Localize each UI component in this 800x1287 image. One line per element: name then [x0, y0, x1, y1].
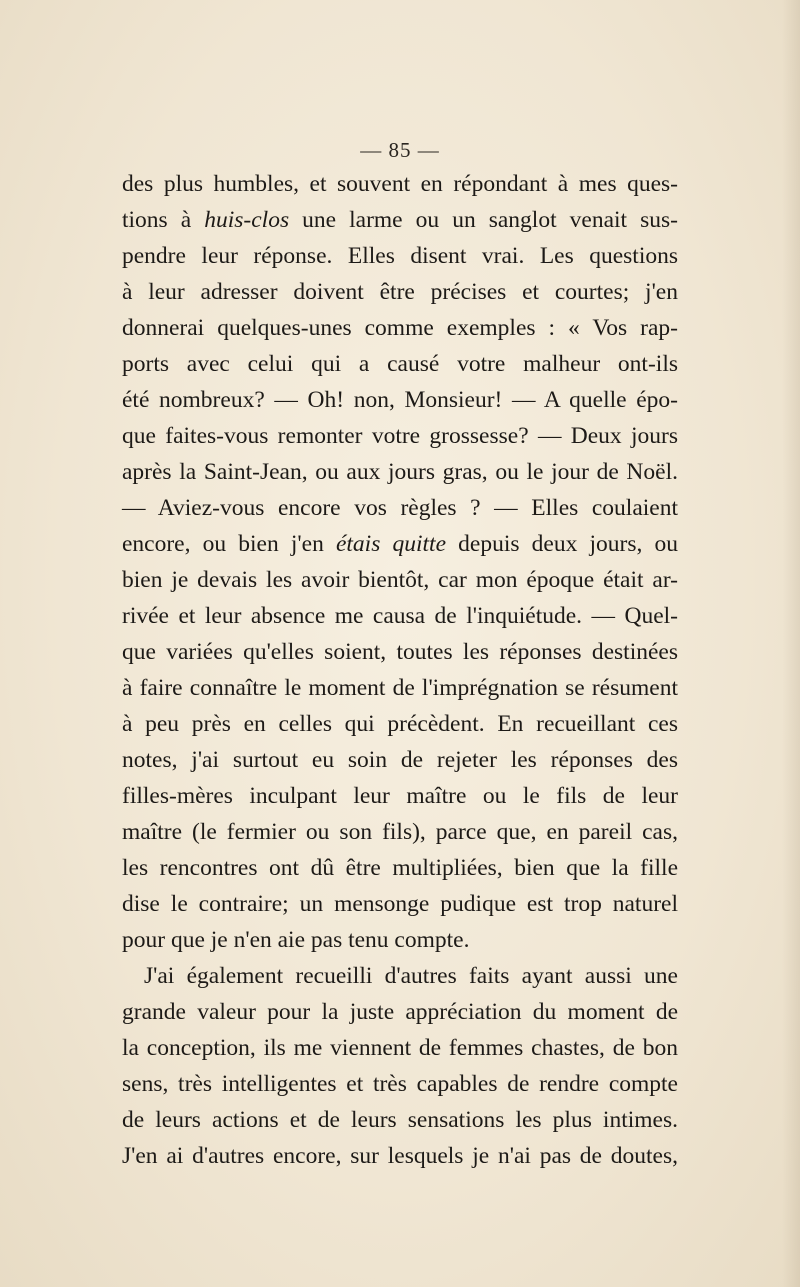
- text-line: ports avec celui qui a causé votre malheur ont-ils: [122, 351, 678, 377]
- text-line: à leur adresser doivent être précises et courtes; j'en: [122, 279, 678, 305]
- text-line: grande valeur pour la juste appréciation du moment de: [122, 999, 678, 1025]
- text-line: à faire connaître le moment de l'imprégnation se résument: [122, 675, 678, 701]
- text-line: encore, ou bien j'en étais quitte depuis deux jours, ou: [122, 531, 678, 557]
- text-line: bien je devais les avoir bientôt, car mon époque était ar-: [122, 567, 678, 593]
- body-text: [122, 166, 678, 1174]
- page-number: — 85 —: [360, 138, 440, 162]
- text-line: tions à huis-clos une larme ou un sanglot venait sus-: [122, 207, 678, 233]
- text-line: rivée et leur absence me causa de l'inquiétude. — Quel-: [122, 603, 678, 629]
- text-line: filles-mères inculpant leur maître ou le fils de leur: [122, 783, 678, 809]
- text-line: — Aviez-vous encore vos règles ? — Elles coulaient: [122, 495, 678, 521]
- text-line: les rencontres ont dû être multipliées, bien que la fille: [122, 855, 678, 881]
- page-edge-shadow: [782, 0, 800, 1287]
- text-line: donnerai quelques-unes comme exemples : « Vos rap-: [122, 315, 678, 341]
- text-line: dise le contraire; un mensonge pudique est trop naturel: [122, 891, 678, 917]
- text-line: que variées qu'elles soient, toutes les réponses destinées: [122, 639, 678, 665]
- text-line: pour que je n'en aie pas tenu compte.: [122, 927, 470, 953]
- italic-text: étais quitte: [335, 531, 447, 557]
- text-line: des plus humbles, et souvent en répondant à mes ques-: [122, 171, 678, 197]
- italic-text: huis-clos: [204, 207, 290, 233]
- text-line: J'ai également recueilli d'autres faits ayant aussi une: [144, 963, 678, 989]
- text-line: maître (le fermier ou son fils), parce que, en pareil cas,: [122, 819, 678, 845]
- text-line: après la Saint-Jean, ou aux jours gras, ou le jour de Noël.: [122, 459, 678, 485]
- text-line: à peu près en celles qui précèdent. En recueillant ces: [122, 711, 678, 737]
- text-line: que faites-vous remonter votre grossesse? — Deux jours: [122, 423, 678, 449]
- text-line: pendre leur réponse. Elles disent vrai. Les questions: [122, 243, 678, 269]
- text-line: notes, j'ai surtout eu soin de rejeter les réponses des: [122, 747, 678, 773]
- text-line: J'en ai d'autres encore, sur lesquels je n'ai pas de doutes,: [122, 1143, 678, 1169]
- text-line: été nombreux? — Oh! non, Monsieur! — A quelle épo-: [122, 387, 678, 413]
- text-line: de leurs actions et de leurs sensations les plus intimes.: [122, 1107, 678, 1133]
- text-line: la conception, ils me viennent de femmes chastes, de bon: [122, 1035, 678, 1061]
- text-line: sens, très intelligentes et très capables de rendre compte: [122, 1071, 678, 1097]
